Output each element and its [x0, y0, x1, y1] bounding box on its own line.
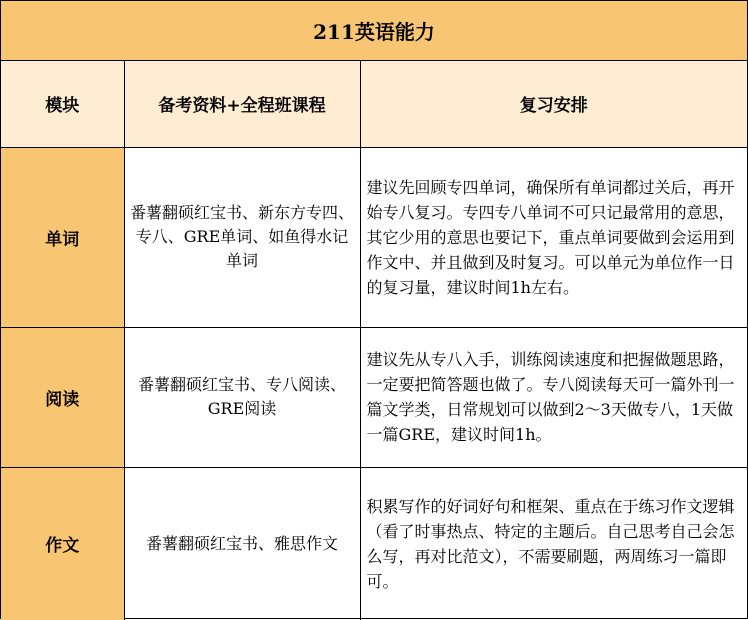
plan-writing: 积累写作的好词好句和框架、重点在于练习作文逻辑（看了时事热点、特定的主题后。自己思考自己会怎么写，再对比范文），不需要刷题，两周练习一篇即可。 [360, 467, 747, 620]
module-reading: 阅读 [1, 327, 124, 467]
table-row [1, 147, 747, 327]
materials-writing: 番薯翻硕红宝书、雅思作文 [124, 467, 360, 620]
table-title: 211英语能力 [1, 1, 747, 61]
materials-reading: 番薯翻硕红宝书、专八阅读、GRE阅读 [124, 327, 360, 467]
plan-reading: 建议先从专八入手，训练阅读速度和把握做题思路，一定要把简答题也做了。专八阅读每天可一篇外刊一篇文学类，日常规划可以做到2～3天做专八，1天做一篇GRE，建议时间1h。 [360, 327, 747, 467]
module-writing: 作文 [1, 467, 124, 620]
materials-vocabulary: 番薯翻硕红宝书、新东方专四、专八、GRE单词、如鱼得水记单词 [124, 147, 360, 327]
table-row [1, 467, 747, 620]
plan-vocabulary: 建议先回顾专四单词，确保所有单词都过关后，再开始专八复习。专四专八单词不可只记最常用的意思，其它少用的意思也要记下，重点单词要做到会运用到作文中、并且做到及时复习。可以单元为单位作一日的复习量，建议时间1h左右。 [360, 147, 747, 327]
header-materials: 备考资料+全程班课程 [124, 61, 360, 147]
study-plan-table [1, 61, 747, 620]
header-row [1, 61, 747, 147]
header-module: 模块 [1, 61, 124, 147]
module-vocabulary: 单词 [1, 147, 124, 327]
table-row [1, 327, 747, 467]
header-plan: 复习安排 [360, 61, 747, 147]
